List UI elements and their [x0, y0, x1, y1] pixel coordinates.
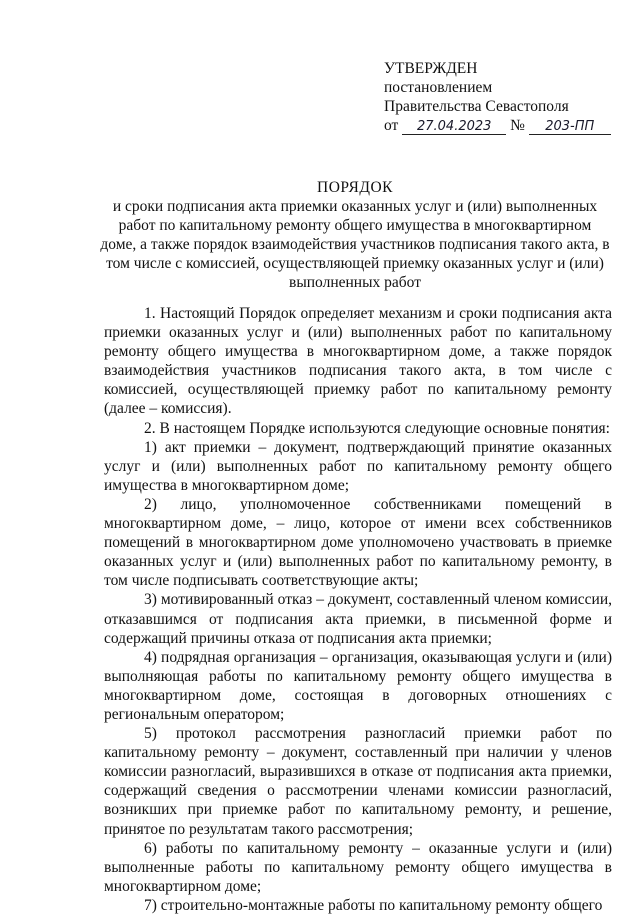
- document-heading: [100, 178, 610, 292]
- document-title: ПОРЯДОК: [317, 179, 393, 196]
- date-prefix: от: [384, 117, 399, 134]
- paragraph: 6) работы по капитальному ремонту – оказанные услуги и (или) выполненные работы по капитальному ремонту общего имущества в многоквартирном доме;: [104, 839, 612, 895]
- approval-date-number-line: [384, 116, 624, 135]
- approval-stamp: [384, 59, 624, 135]
- paragraph: 1. Настоящий Порядок определяет механизм и сроки подписания акта приемки оказанных услуг и (или) выполненных работ по капитальному ремонту общего имущества в многоквартирном доме, а также порядок взаимодействия участников подписания такого акта, в том числе с комиссией, осуществляющей приемку работ по капитальному ремонту (далее – комиссия).: [104, 305, 612, 418]
- document-body: [104, 304, 612, 915]
- approval-title: УТВЕРЖДЕН: [384, 60, 478, 77]
- approval-line-resolution: постановлением: [384, 79, 493, 96]
- paragraph: 4) подрядная организация – организация, оказывающая услуги и (или) выполняющая работы по капитальному ремонту общего имущества в многоквартирном доме, состоящая в договорных отношениях с региональным оператором;: [104, 648, 612, 723]
- paragraph: 1) акт приемки – документ, подтверждающий принятие оказанных услуг и (или) выполненных работ по капитальному ремонту общего имущества в многоквартирном доме;: [104, 438, 612, 494]
- paragraph: 3) мотивированный отказ – документ, составленный членом комиссии, отказавшимся от подписания акта приемки, в письменной форме и содержащий причины отказа от подписания акта приемки;: [104, 591, 612, 647]
- paragraph: 5) протокол рассмотрения разногласий приемки работ по капитальному ремонту – документ, составленный при наличии у членов комиссии разногласий, выразившихся в отказе от подписания акта приемки, содержащий сведения о рассмотрении членами комиссии разногласий, возникших при приемке работ по капитальному ремонту, и решение, принятое по результатам такого рассмотрения;: [104, 725, 612, 838]
- handwritten-date: 27.04.2023: [402, 119, 506, 135]
- approval-line-government: Правительства Севастополя: [384, 98, 569, 115]
- number-prefix: №: [510, 117, 525, 134]
- paragraph: 2) лицо, уполномоченное собственниками помещений в многоквартирном доме, – лицо, которое от имени всех собственников помещений в многоквартирном доме уполномочено участвовать в приемке оказанных услуг и (или) выполненных работ по капитальному ремонту, в том числе подписывать соответствующие акты;: [104, 495, 612, 590]
- document-subtitle: и сроки подписания акта приемки оказанных услуг и (или) выполненных работ по капитальному ремонту общего имущества в многоквартирном доме, а также порядок взаимодействия участников подписания такого акта, в том числе с комиссией, осуществляющей приемку оказанных услуг и (или) выполненных работ: [100, 198, 610, 291]
- handwritten-number: 203-ПП: [529, 119, 611, 135]
- paragraph: 2. В настоящем Порядке используются следующие основные понятия:: [144, 419, 610, 437]
- paragraph: 7) строительно-монтажные работы по капитальному ремонту общего: [144, 896, 603, 914]
